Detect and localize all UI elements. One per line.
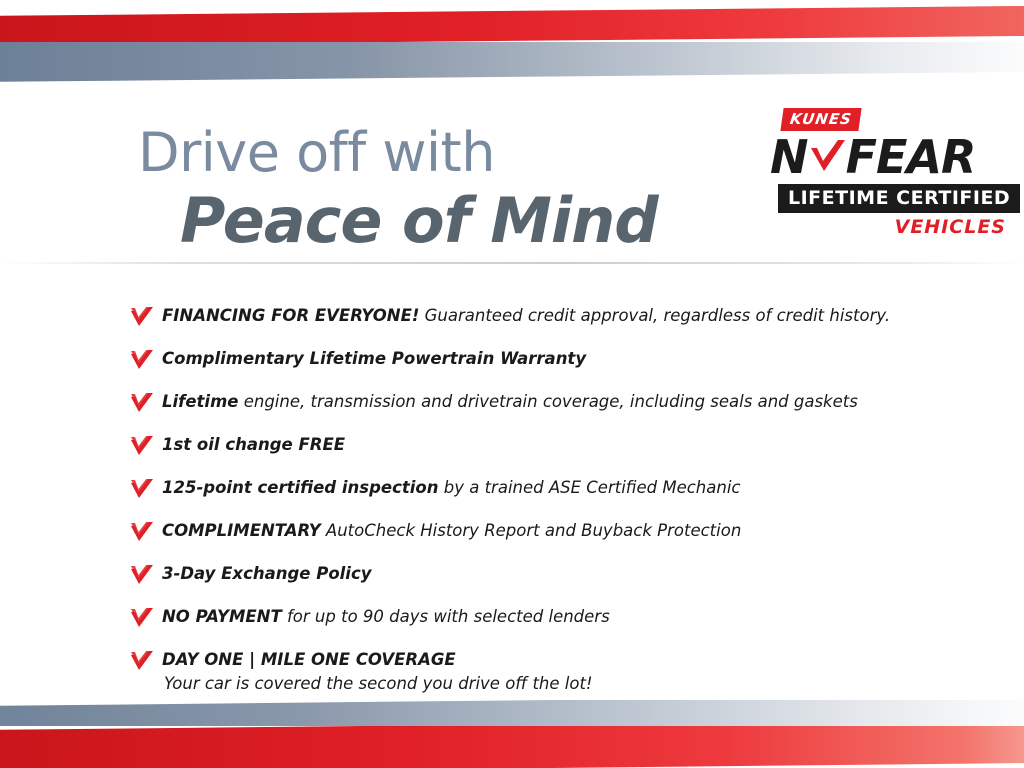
list-item-rest: engine, transmission and drivetrain coverage, including seals and gaskets <box>238 392 858 411</box>
list-item-text <box>162 435 970 456</box>
bottom-red-stripe <box>0 726 1024 768</box>
list-item <box>130 435 970 467</box>
list-item-text <box>162 607 970 628</box>
red-check-icon <box>130 522 154 542</box>
list-item-subtext: Your car is covered the second you drive off the lot! <box>164 673 593 693</box>
top-red-stripe <box>0 6 1024 42</box>
list-item <box>130 521 970 553</box>
bottom-red-band <box>0 726 1024 768</box>
top-grey-band <box>0 42 1024 88</box>
list-item-text <box>162 478 970 499</box>
list-item <box>130 650 970 694</box>
list-item-rest: AutoCheck History Report and Buyback Protection <box>320 521 742 540</box>
list-item-rest: for up to 90 days with selected lenders <box>281 607 610 626</box>
logo-nofear-text <box>770 130 975 184</box>
list-item-bold: 1st oil change FREE <box>162 435 345 454</box>
list-item-bold: NO PAYMENT <box>162 607 282 626</box>
list-item-bold: 3-Day Exchange Policy <box>162 564 372 583</box>
logo-fear-text: FEAR <box>845 130 976 184</box>
red-check-icon <box>130 436 154 456</box>
list-item-rest: Guaranteed credit approval, regardless of credit history. <box>419 306 891 325</box>
red-check-icon <box>130 479 154 499</box>
top-red-band <box>0 0 1024 42</box>
red-check-icon <box>130 565 154 585</box>
red-check-icon <box>130 393 154 413</box>
red-check-icon <box>130 307 154 327</box>
list-item <box>130 349 970 381</box>
headline-block <box>138 121 758 257</box>
list-item-text <box>162 349 970 370</box>
logo-vehicles-text: VEHICLES <box>894 216 1006 238</box>
list-item-bold: FINANCING FOR EVERYONE! <box>162 306 420 325</box>
top-grey-stripe <box>0 42 1024 82</box>
headline-line-1: Drive off with <box>138 121 495 184</box>
list-item-bold: DAY ONE | MILE ONE COVERAGE <box>162 650 456 669</box>
red-check-icon <box>130 608 154 628</box>
list-item-bold: COMPLIMENTARY <box>162 521 321 540</box>
benefits-list <box>130 306 970 705</box>
list-item-bold: 125-point certified inspection <box>162 478 439 497</box>
logo-lifetime-certified-badge: LIFETIME CERTIFIED <box>778 184 1020 213</box>
list-item <box>130 306 970 338</box>
list-item-rest: by a trained ASE Certified Mechanic <box>438 478 741 497</box>
red-check-icon <box>130 350 154 370</box>
list-item-bold: Lifetime <box>162 392 239 411</box>
kunes-no-fear-logo <box>770 108 1010 248</box>
logo-no-letter: N <box>770 130 808 184</box>
list-item <box>130 607 970 639</box>
check-mark-icon <box>808 138 848 178</box>
list-item-text <box>162 392 970 413</box>
list-item-text <box>162 521 970 542</box>
headline-line-2: Peace of Mind <box>180 184 658 257</box>
list-item <box>130 564 970 596</box>
list-item-text <box>162 650 970 671</box>
list-item <box>130 392 970 424</box>
logo-brand-badge: KUNES <box>780 108 861 131</box>
list-item-text <box>162 564 970 585</box>
red-check-icon <box>130 651 154 671</box>
list-item-bold: Complimentary Lifetime Powertrain Warranty <box>162 349 587 368</box>
header-divider <box>0 262 1024 264</box>
list-item-text <box>162 306 970 327</box>
list-item <box>130 478 970 510</box>
